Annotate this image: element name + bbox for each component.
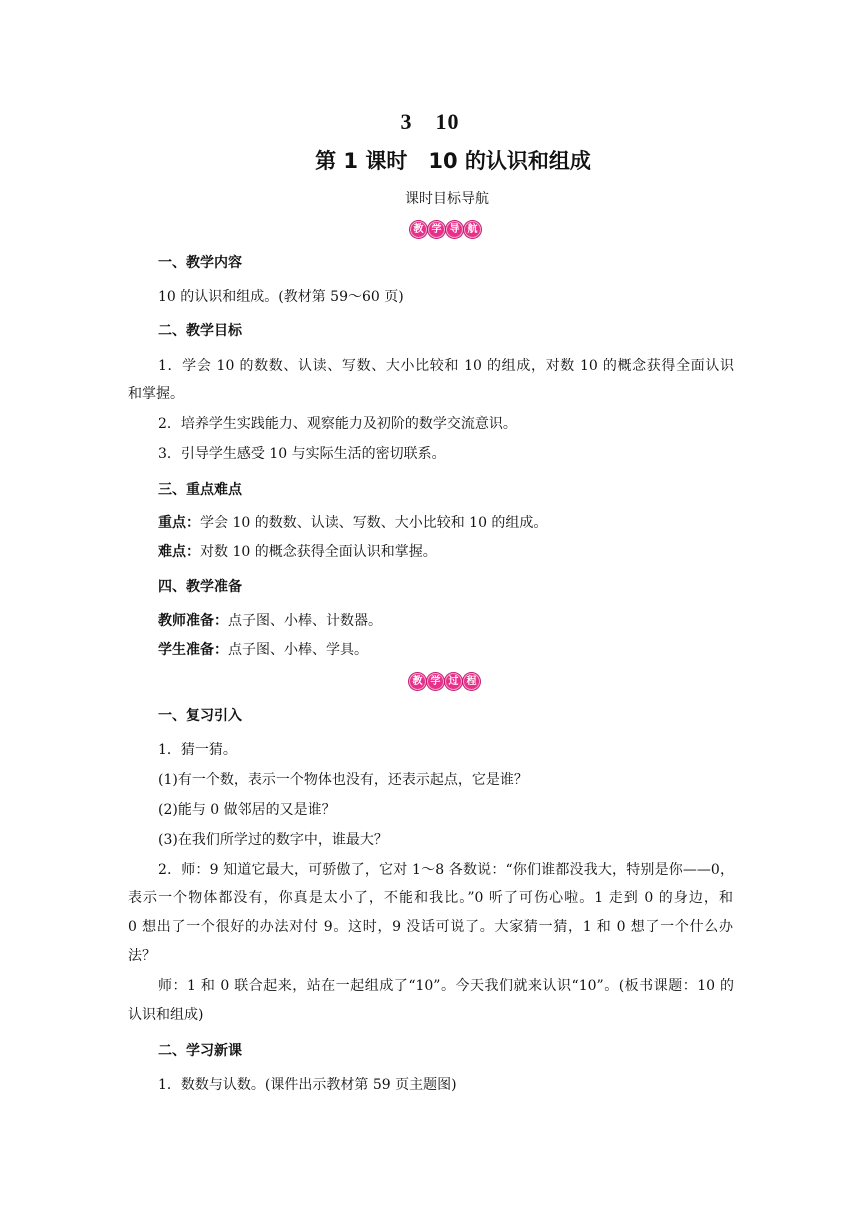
badge-char: 教: [410, 221, 427, 238]
teacher-remark-line-1: 师：1 和 0 联合起来，站在一起组成了“10”。今天我们就来认识“10”。(板书课题：10 的: [158, 978, 734, 994]
unit-title: 3 10: [400, 109, 460, 134]
section-heading-review: 一、复习引入: [158, 708, 242, 724]
teacher-preparation-text: 点子图、小棒、计数器。: [228, 613, 382, 629]
review-item-2-line-4: 法？: [128, 948, 156, 964]
badge-char: 学: [427, 673, 444, 690]
difficulty-text: 对数 10 的概念获得全面认识和掌握。: [200, 544, 437, 560]
section-heading-key-points: 三、重点难点: [158, 482, 242, 498]
badge-char: 过: [445, 673, 462, 690]
badge-char: 程: [463, 673, 480, 690]
teacher-remark-line-2: 认识和组成): [128, 1007, 204, 1023]
badge-char: 教: [409, 673, 426, 690]
section-heading-preparation: 四、教学准备: [158, 579, 242, 595]
review-item-2-line-3: 0 想出了一个很好的办法对付 9。这时，9 没话可说了。大家猜一猜，1 和 0 想了一个什么办: [128, 919, 733, 935]
section-heading-objectives: 二、教学目标: [158, 323, 242, 339]
review-item-2-line-2: 表示一个物体都没有，你真是太小了，不能和我比。”0 听了可伤心啦。1 走到 0 的身边，和: [128, 890, 733, 906]
review-question-3: (3)在我们所学过的数字中，谁最大？: [158, 832, 388, 848]
student-preparation-text: 点子图、小棒、学具。: [228, 642, 368, 658]
objective-2: 2．培养学生实践能力、观察能力及初阶的数学交流意识。: [158, 416, 517, 432]
badge-char: 航: [464, 221, 481, 238]
difficulty: [158, 542, 437, 562]
badge-char: 学: [428, 221, 445, 238]
objective-1-line-1: 1．学会 10 的数数、认读、写数、大小比较和 10 的组成，对数 10 的概念获得全面认识: [158, 358, 734, 374]
lesson-subtitle: 课时目标导航: [405, 191, 489, 207]
objective-1-line-2: 和掌握。: [128, 386, 184, 402]
teacher-preparation: [158, 611, 382, 631]
student-preparation: [158, 640, 368, 660]
key-point-text: 学会 10 的数数、认读、写数、大小比较和 10 的组成。: [200, 515, 548, 531]
badge-char: 导: [446, 221, 463, 238]
teaching-process-badge: [409, 673, 480, 690]
difficulty-label: 难点：: [158, 544, 200, 560]
teacher-preparation-label: 教师准备：: [158, 613, 228, 629]
lesson-title: 第 1 课时 10 的认识和组成: [315, 149, 591, 173]
new-lesson-item-1: 1．数数与认数。(课件出示教材第 59 页主题图): [158, 1077, 457, 1093]
review-item-1: 1．猜一猜。: [158, 742, 237, 758]
key-point: [158, 513, 547, 533]
review-item-2-line-1: 2．师：9 知道它最大，可骄傲了，它对 1～8 各数说：“你们谁都没我大，特别是你——0，: [158, 862, 734, 878]
objective-3: 3．引导学生感受 10 与实际生活的密切联系。: [158, 446, 446, 462]
key-point-label: 重点：: [158, 515, 200, 531]
teaching-guide-badge: [410, 221, 481, 238]
review-question-2: (2)能与 0 做邻居的又是谁？: [158, 802, 336, 818]
section-heading-content: 一、教学内容: [158, 255, 242, 271]
content-text: 10 的认识和组成。(教材第 59～60 页): [158, 289, 404, 305]
student-preparation-label: 学生准备：: [158, 642, 228, 658]
section-heading-new-lesson: 二、学习新课: [158, 1043, 242, 1059]
review-question-1: (1)有一个数，表示一个物体也没有，还表示起点，它是谁？: [158, 772, 528, 788]
